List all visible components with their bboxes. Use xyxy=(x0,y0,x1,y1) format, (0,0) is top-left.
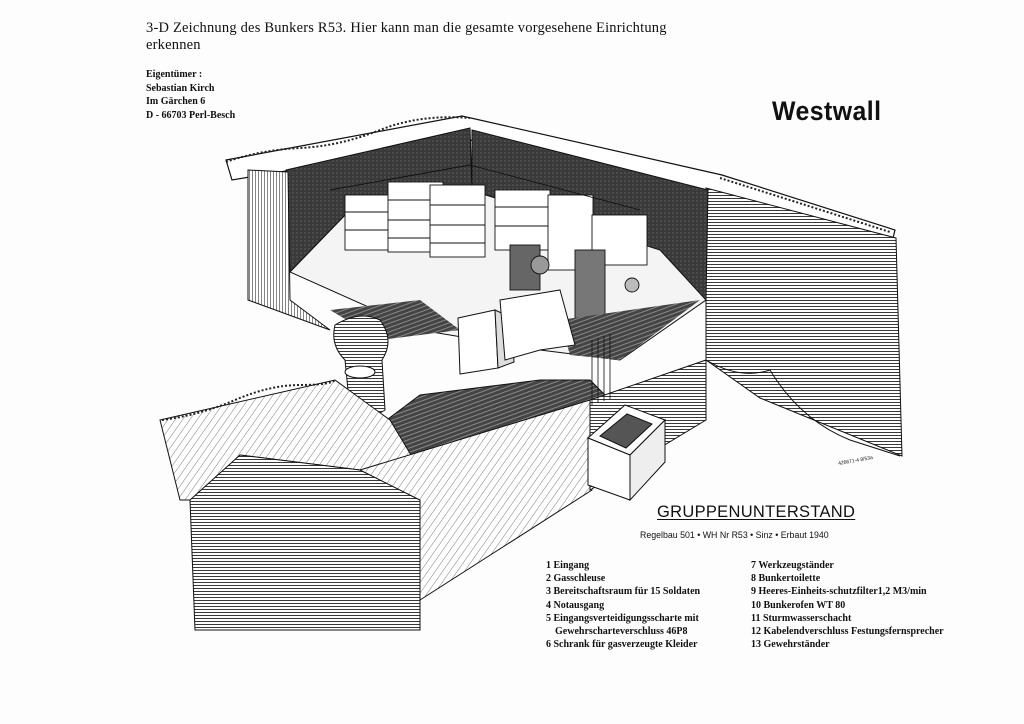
caption-line-2: erkennen xyxy=(146,37,201,53)
legend-item: 13 Gewehrständer xyxy=(751,639,830,651)
legend-item: 3 Bereitschaftsraum für 15 Soldaten xyxy=(546,586,701,598)
plan-subtitle: Regelbau 501 • WH Nr R53 • Sinz • Erbaut 1940 xyxy=(640,530,829,540)
legend-item: 6 Schrank für gasverzeugte Kleider xyxy=(546,639,698,651)
owner-street: Im Gärchen 6 xyxy=(146,96,206,107)
plan-title: GRUPPENUNTERSTAND xyxy=(657,503,856,521)
document-caption xyxy=(146,20,716,54)
legend-item: 8 Bunkertoilette xyxy=(751,573,821,585)
legend-item: 11 Sturmwasserschacht xyxy=(751,612,852,624)
owner-block xyxy=(146,68,235,122)
legend-item: 4 Notausgang xyxy=(546,599,605,611)
legend-right xyxy=(751,559,944,651)
legend-item: 9 Heeres-Einheits-schutzfilter1,2 M3/min xyxy=(751,586,927,598)
legend-item-continued: Gewehrscharteverschluss 46P8 xyxy=(555,626,688,638)
owner-name: Sebastian Kirch xyxy=(146,82,215,94)
legend-item: 5 Eingangsverteidigungsscharte mit xyxy=(546,612,699,624)
caption-line-1: 3-D Zeichnung des Bunkers R53. Hier kann man die gesamte vorgesehene Einrichtung xyxy=(146,20,667,36)
legend-item: 12 Kabelendverschluss Festungsfernsprecher xyxy=(751,626,944,638)
owner-city: D - 66703 Perl-Besch xyxy=(146,109,236,121)
drawing-code: 426671-4 8/53a xyxy=(837,455,874,467)
brand-title: Westwall xyxy=(772,96,882,126)
legend-item: 1 Eingang xyxy=(546,560,590,571)
legend-item: 2 Gasschleuse xyxy=(546,573,606,585)
legend-left xyxy=(546,559,700,651)
partition-block xyxy=(458,310,498,374)
legend-item: 7 Werkzeugständer xyxy=(751,560,834,571)
legend-item: 10 Bunkerofen WT 80 xyxy=(751,599,846,611)
owner-label: Eigentümer : xyxy=(146,69,203,80)
